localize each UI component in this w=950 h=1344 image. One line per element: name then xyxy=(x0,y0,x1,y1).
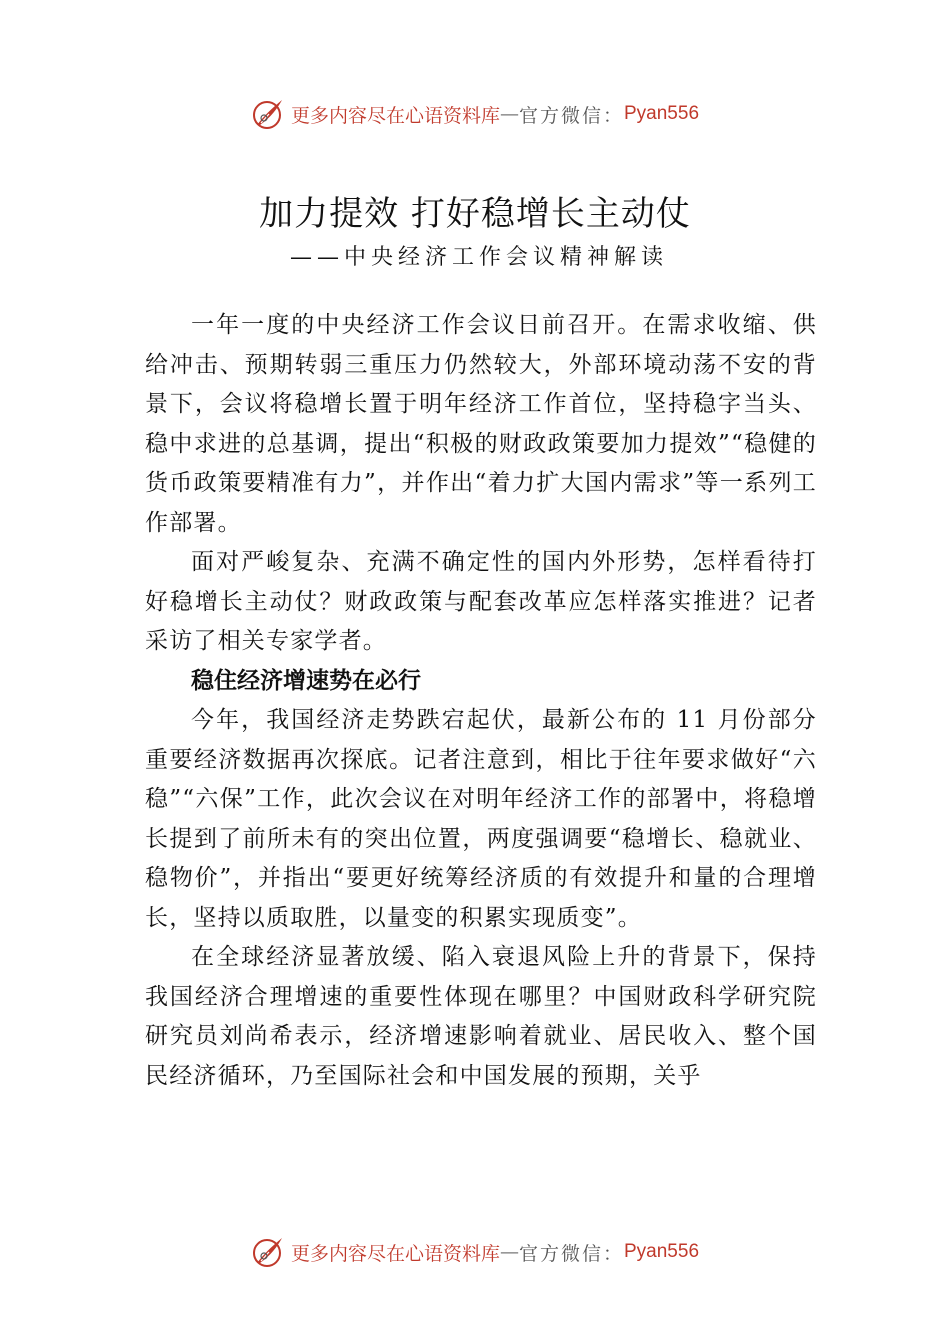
banner-wechat-label: 官方微信： xyxy=(518,104,624,127)
banner-wechat-id: Pyan556 xyxy=(624,103,700,124)
banner-text: 更多内容尽在心语资料库 xyxy=(290,104,500,127)
paragraph: 今年，我国经济走势跌宕起伏，最新公布的 11 月份部分重要经济数据再次探底。记者注意到，相比于往年要求做好“六稳”“六保”工作，此次会议在对明年经济工作的部署中，将稳增长提到了前所未有的突出位置，两度强调要“稳增长、稳就业、稳物价”，并指出“要更好统筹经济质的有效提升和量的合理增长，坚持以质取胜，以量变的积累实现质变”。 xyxy=(145,707,817,931)
section-heading: 稳住经济增速势在必行 xyxy=(191,667,421,694)
paragraph: 一年一度的中央经济工作会议日前召开。在需求收缩、供给冲击、预期转弱三重压力仍然较大，外部环境动荡不安的背景下，会议将稳增长置于明年经济工作首位，坚持稳字当头、稳中求进的总基调，提出“积极的财政政策要加力提效”“稳健的货币政策要精准有力”，并作出“着力扩大国内需求”等一系列工作部署。 xyxy=(145,312,817,536)
header-watermark-banner xyxy=(0,94,950,134)
quill-logo-icon xyxy=(251,1235,285,1269)
quill-logo-icon xyxy=(251,97,285,131)
banner-text: 更多内容尽在心语资料库 xyxy=(290,1242,500,1265)
banner-wechat-id: Pyan556 xyxy=(624,1241,700,1262)
banner-dash: — xyxy=(499,103,519,125)
paragraph: 面对严峻复杂、充满不确定性的国内外形势，怎样看待打好稳增长主动仗？财政政策与配套改革应怎样落实推进？记者采访了相关专家学者。 xyxy=(145,549,817,654)
paragraph: 在全球经济显著放缓、陷入衰退风险上升的背景下，保持我国经济合理增速的重要性体现在哪里？中国财政科学研究院研究员刘尚希表示，经济增速影响着就业、居民收入、整个国民经济循环，乃至国际社会和中国发展的预期，关乎 xyxy=(145,944,817,1089)
article-body xyxy=(145,306,817,1096)
article-subtitle: ——中央经济工作会议精神解读 xyxy=(290,245,669,270)
banner-wechat-label: 官方微信： xyxy=(518,1242,624,1265)
article-title: 加力提效 打好稳增长主动仗 xyxy=(259,194,691,234)
footer-watermark-banner xyxy=(0,1232,950,1272)
banner-dash: — xyxy=(499,1241,519,1263)
